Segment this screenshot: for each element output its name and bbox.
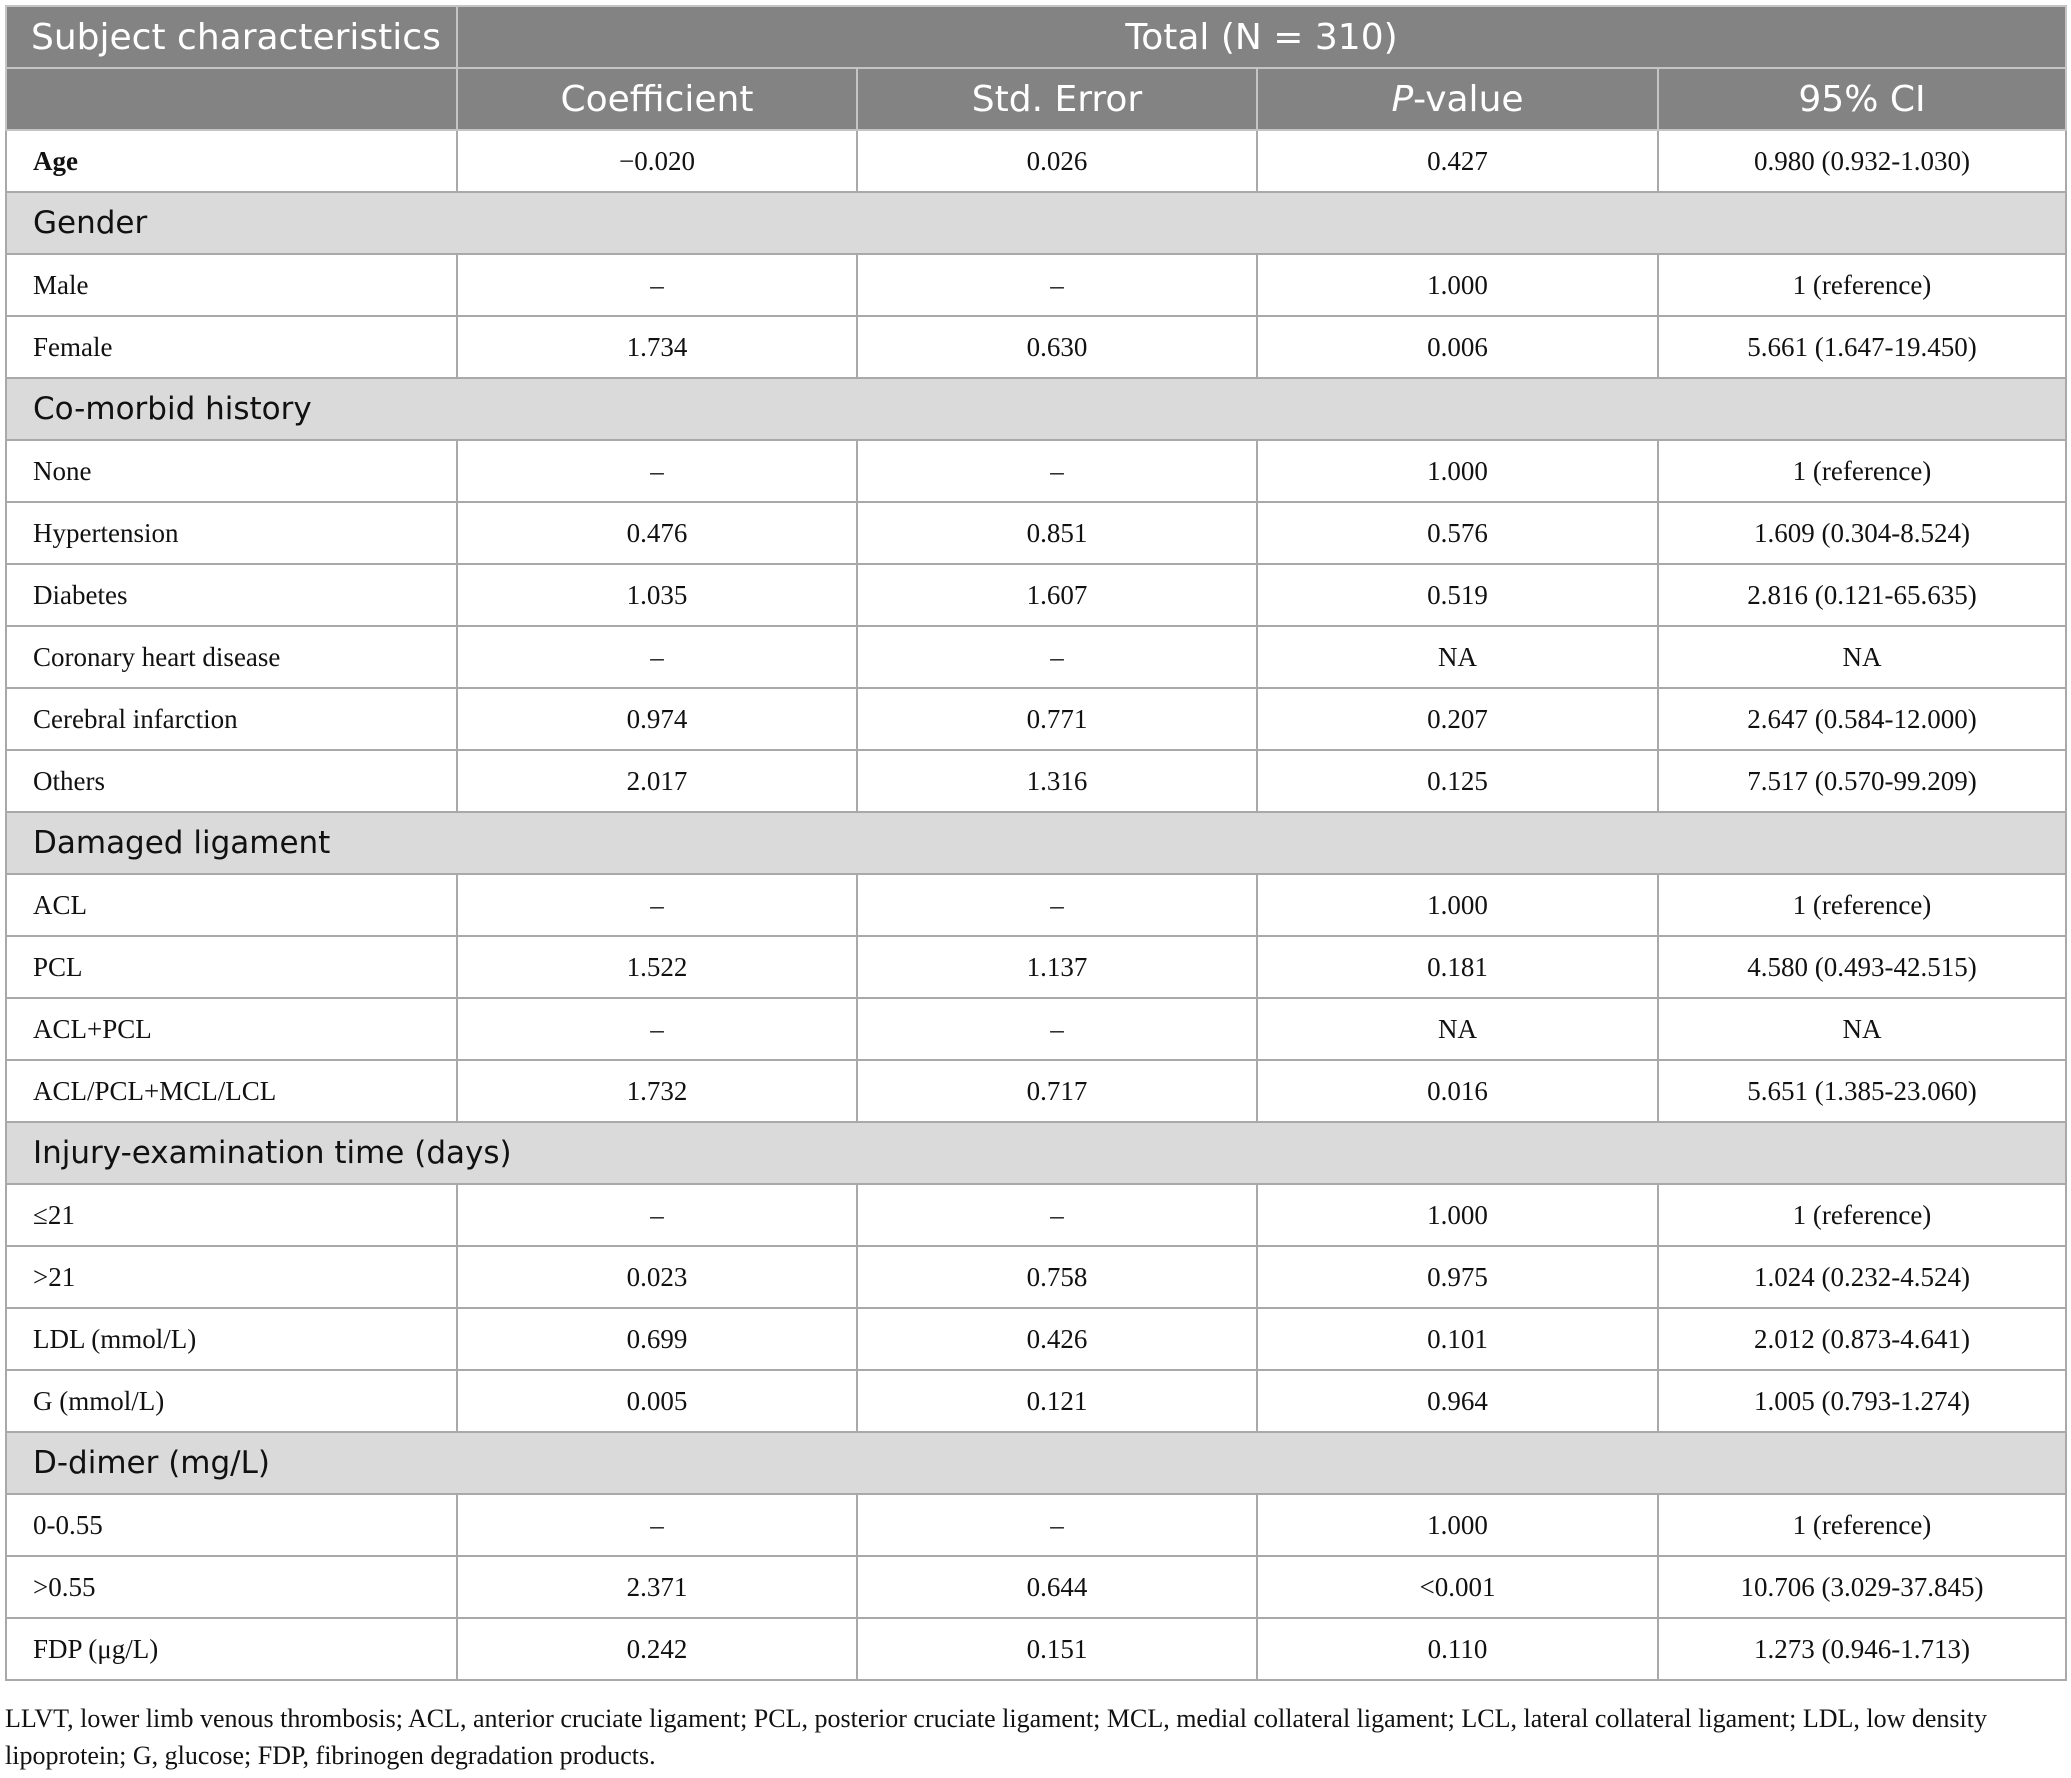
- header-coefficient: Coefficient: [457, 68, 857, 130]
- table-row-cerebral-infarction: [6, 688, 2066, 750]
- cell-std-error: –: [857, 254, 1257, 316]
- section-row-damaged-ligament: [6, 812, 2066, 874]
- table-row-none: [6, 440, 2066, 502]
- table-row-glucose: [6, 1370, 2066, 1432]
- cell-std-error: 0.717: [857, 1060, 1257, 1122]
- cell-p-value: 1.000: [1257, 254, 1658, 316]
- cell-coefficient: 0.005: [457, 1370, 857, 1432]
- header-p-suffix: -value: [1413, 78, 1524, 120]
- row-label: ≤21: [6, 1184, 457, 1246]
- cell-coefficient: 0.974: [457, 688, 857, 750]
- table-row-ldl: [6, 1308, 2066, 1370]
- cell-std-error: 0.121: [857, 1370, 1257, 1432]
- cell-coefficient: 0.699: [457, 1308, 857, 1370]
- row-label: None: [6, 440, 457, 502]
- cell-coefficient: 0.242: [457, 1618, 857, 1680]
- cell-coefficient: 0.023: [457, 1246, 857, 1308]
- table-row-male: [6, 254, 2066, 316]
- row-label: 0-0.55: [6, 1494, 457, 1556]
- cell-p-value: 1.000: [1257, 874, 1658, 936]
- cell-95-ci: NA: [1658, 626, 2066, 688]
- header-row-2: [6, 68, 2066, 130]
- table-row-diabetes: [6, 564, 2066, 626]
- cell-std-error: 0.758: [857, 1246, 1257, 1308]
- cell-coefficient: –: [457, 1494, 857, 1556]
- cell-std-error: 0.630: [857, 316, 1257, 378]
- header-empty: [6, 68, 457, 130]
- row-label: PCL: [6, 936, 457, 998]
- cell-p-value: 0.181: [1257, 936, 1658, 998]
- row-label: Diabetes: [6, 564, 457, 626]
- row-label: >21: [6, 1246, 457, 1308]
- cell-95-ci: 2.816 (0.121-65.635): [1658, 564, 2066, 626]
- header-p-letter: P: [1391, 78, 1414, 120]
- header-p-value: [1257, 68, 1658, 130]
- cell-coefficient: −0.020: [457, 130, 857, 192]
- cell-std-error: –: [857, 626, 1257, 688]
- cell-p-value: 0.110: [1257, 1618, 1658, 1680]
- table-row-acl-pcl-mcl-lcl: [6, 1060, 2066, 1122]
- section-label: Gender: [6, 192, 2066, 254]
- cell-coefficient: –: [457, 874, 857, 936]
- cell-std-error: 0.644: [857, 1556, 1257, 1618]
- row-label: ACL: [6, 874, 457, 936]
- cell-p-value: <0.001: [1257, 1556, 1658, 1618]
- table-row-acl: [6, 874, 2066, 936]
- section-label: Damaged ligament: [6, 812, 2066, 874]
- cell-95-ci: 5.661 (1.647-19.450): [1658, 316, 2066, 378]
- cell-coefficient: 1.734: [457, 316, 857, 378]
- table-row-gt21: [6, 1246, 2066, 1308]
- cell-95-ci: 4.580 (0.493-42.515): [1658, 936, 2066, 998]
- cell-p-value: 0.016: [1257, 1060, 1658, 1122]
- row-label: ACL+PCL: [6, 998, 457, 1060]
- cell-coefficient: –: [457, 254, 857, 316]
- row-label: ACL/PCL+MCL/LCL: [6, 1060, 457, 1122]
- cell-95-ci: 1.024 (0.232-4.524): [1658, 1246, 2066, 1308]
- cell-std-error: 1.137: [857, 936, 1257, 998]
- cell-coefficient: –: [457, 626, 857, 688]
- cell-p-value: 0.006: [1257, 316, 1658, 378]
- cell-std-error: 1.607: [857, 564, 1257, 626]
- cell-std-error: –: [857, 1494, 1257, 1556]
- cell-p-value: 1.000: [1257, 1494, 1658, 1556]
- cell-std-error: 0.026: [857, 130, 1257, 192]
- row-label: Cerebral infarction: [6, 688, 457, 750]
- cell-p-value: 1.000: [1257, 1184, 1658, 1246]
- row-label: G (mmol/L): [6, 1370, 457, 1432]
- section-row-injury-examination-time: [6, 1122, 2066, 1184]
- cell-p-value: NA: [1257, 998, 1658, 1060]
- cell-p-value: 0.975: [1257, 1246, 1658, 1308]
- row-label: LDL (mmol/L): [6, 1308, 457, 1370]
- cell-std-error: 0.771: [857, 688, 1257, 750]
- cell-95-ci: 10.706 (3.029-37.845): [1658, 1556, 2066, 1618]
- cell-coefficient: –: [457, 440, 857, 502]
- regression-table: [5, 5, 2067, 1681]
- cell-95-ci: 1 (reference): [1658, 440, 2066, 502]
- cell-std-error: 0.426: [857, 1308, 1257, 1370]
- cell-coefficient: –: [457, 998, 857, 1060]
- cell-std-error: 0.151: [857, 1618, 1257, 1680]
- cell-p-value: 0.101: [1257, 1308, 1658, 1370]
- cell-95-ci: 1 (reference): [1658, 1184, 2066, 1246]
- header-subject-characteristics: Subject characteristics: [6, 6, 457, 68]
- cell-95-ci: 1.005 (0.793-1.274): [1658, 1370, 2066, 1432]
- cell-95-ci: 7.517 (0.570-99.209): [1658, 750, 2066, 812]
- row-label: Female: [6, 316, 457, 378]
- table-row-hypertension: [6, 502, 2066, 564]
- row-label: Male: [6, 254, 457, 316]
- header-total: Total (N = 310): [457, 6, 2066, 68]
- cell-p-value: 0.964: [1257, 1370, 1658, 1432]
- cell-95-ci: 2.012 (0.873-4.641): [1658, 1308, 2066, 1370]
- row-label: >0.55: [6, 1556, 457, 1618]
- table-row-female: [6, 316, 2066, 378]
- table-row-d-dimer-high: [6, 1556, 2066, 1618]
- cell-coefficient: –: [457, 1184, 857, 1246]
- table-row-others: [6, 750, 2066, 812]
- header-row-1: [6, 6, 2066, 68]
- cell-std-error: –: [857, 440, 1257, 502]
- row-label: FDP (μg/L): [6, 1618, 457, 1680]
- cell-std-error: –: [857, 874, 1257, 936]
- cell-p-value: 0.207: [1257, 688, 1658, 750]
- table-row-le21: [6, 1184, 2066, 1246]
- table-row-acl-pcl: [6, 998, 2066, 1060]
- cell-p-value: 1.000: [1257, 440, 1658, 502]
- cell-95-ci: 1.609 (0.304-8.524): [1658, 502, 2066, 564]
- cell-95-ci: 1 (reference): [1658, 1494, 2066, 1556]
- row-label: Coronary heart disease: [6, 626, 457, 688]
- table-row-pcl: [6, 936, 2066, 998]
- cell-95-ci: 1 (reference): [1658, 254, 2066, 316]
- cell-p-value: 0.427: [1257, 130, 1658, 192]
- cell-std-error: –: [857, 998, 1257, 1060]
- cell-coefficient: 1.035: [457, 564, 857, 626]
- table-footnote: LLVT, lower limb venous thrombosis; ACL, anterior cruciate ligament; PCL, posterior cruciate ligament; MCL, medial collateral ligament; LCL, lateral collateral ligament; LDL, low density lipoprotein; G, glucose; FDP, fibrinogen degradation products.: [5, 1704, 1987, 1770]
- section-row-d-dimer: [6, 1432, 2066, 1494]
- cell-95-ci: 1 (reference): [1658, 874, 2066, 936]
- cell-coefficient: 2.371: [457, 1556, 857, 1618]
- cell-p-value: 0.576: [1257, 502, 1658, 564]
- cell-95-ci: 0.980 (0.932-1.030): [1658, 130, 2066, 192]
- row-label: Others: [6, 750, 457, 812]
- cell-std-error: –: [857, 1184, 1257, 1246]
- cell-coefficient: 2.017: [457, 750, 857, 812]
- row-label: Age: [6, 130, 457, 192]
- section-row-comorbid: [6, 378, 2066, 440]
- table-row-d-dimer-low: [6, 1494, 2066, 1556]
- section-label: Injury-examination time (days): [6, 1122, 2066, 1184]
- cell-95-ci: 1.273 (0.946-1.713): [1658, 1618, 2066, 1680]
- table-row-coronary-heart-disease: [6, 626, 2066, 688]
- cell-coefficient: 1.732: [457, 1060, 857, 1122]
- regression-table-container: [5, 5, 2065, 1681]
- cell-95-ci: NA: [1658, 998, 2066, 1060]
- cell-95-ci: 5.651 (1.385-23.060): [1658, 1060, 2066, 1122]
- cell-95-ci: 2.647 (0.584-12.000): [1658, 688, 2066, 750]
- cell-p-value: 0.519: [1257, 564, 1658, 626]
- cell-std-error: 0.851: [857, 502, 1257, 564]
- table-row-fdp: [6, 1618, 2066, 1680]
- section-label: Co-morbid history: [6, 378, 2066, 440]
- section-row-gender: [6, 192, 2066, 254]
- table-row-age: [6, 130, 2066, 192]
- header-95-ci: 95% CI: [1658, 68, 2066, 130]
- header-std-error: Std. Error: [857, 68, 1257, 130]
- cell-coefficient: 1.522: [457, 936, 857, 998]
- cell-std-error: 1.316: [857, 750, 1257, 812]
- section-label: D-dimer (mg/L): [6, 1432, 2066, 1494]
- cell-coefficient: 0.476: [457, 502, 857, 564]
- cell-p-value: 0.125: [1257, 750, 1658, 812]
- row-label: Hypertension: [6, 502, 457, 564]
- cell-p-value: NA: [1257, 626, 1658, 688]
